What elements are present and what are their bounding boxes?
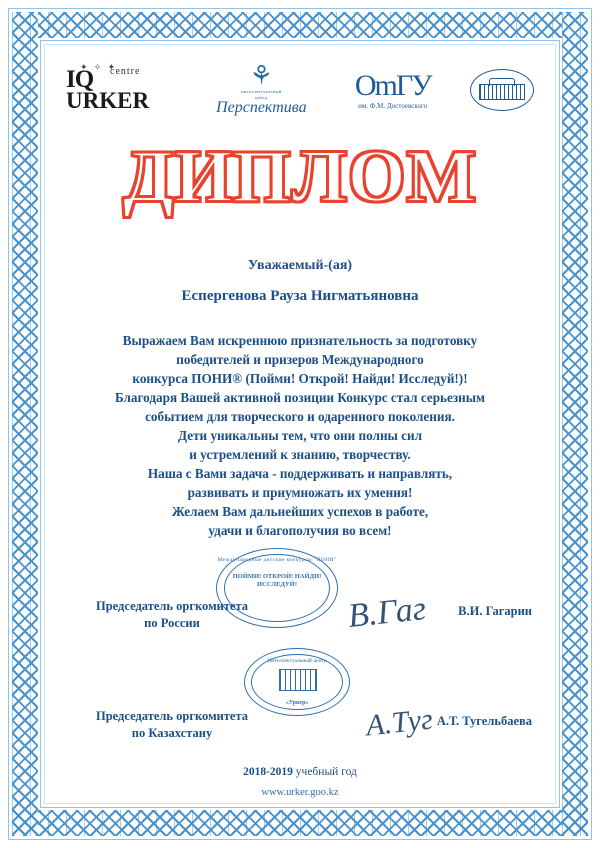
signature-role-kazakhstan-line1: Председатель оргкомитета [95, 709, 249, 723]
signature-name-russia: В.И. Гагарин [458, 604, 532, 618]
body-line: Дети уникальны тем, что они полны сил [177, 428, 422, 443]
academic-year [48, 766, 552, 778]
book-icon [279, 669, 317, 691]
signature-scribble-russia: В.Гаг [346, 590, 428, 635]
body-text [48, 331, 552, 540]
urker-centre-seal [244, 648, 350, 716]
flower-icon: ⚘ [249, 61, 273, 90]
building-icon [470, 69, 534, 111]
poni-contest-seal-inner-text: ПОЙМИ! ОТКРОЙ! НАЙДИ! ИССЛЕДУЙ! [232, 573, 322, 588]
signature-scribble-kazakhstan: А.Туг [364, 702, 435, 743]
body-line: удачи и благополучия во всем! [208, 523, 392, 538]
poni-contest-seal-arc-text: Международные детские конкурсы "ПОНИ" [217, 557, 337, 563]
ornament-band-top [12, 12, 588, 38]
urker-centre-seal-name: «Уркер» [285, 700, 309, 706]
body-line: Наша с Вами задача - поддерживать и направлять, [147, 466, 453, 481]
urker-centre-seal-arc-text: Интеллектуальный центр [267, 658, 327, 664]
body-line: и устремлений к знанию, творчеству. [189, 447, 411, 462]
academic-year-range: 2018-2019 [243, 766, 293, 778]
iq-urker-logo [66, 62, 178, 114]
iq-urker-logo-centre: centre [110, 66, 141, 77]
signature-role-russia-line1: Председатель оргкомитета [95, 599, 249, 613]
signature-role-kazakhstan-line2: по Казахстану [131, 726, 213, 740]
iq-urker-logo-iq: IQ [66, 66, 94, 93]
perspektiva-logo-small-1: интеллектуальный [241, 89, 282, 94]
signature-role-russia [82, 598, 262, 632]
body-line: развивать и приумножать их умения! [187, 485, 413, 500]
body-line: Благодаря Вашей активной позиции Конкурс стал серьезным [114, 390, 486, 405]
omgu-logo-glyph: OmГУ [354, 68, 431, 102]
stars-icon: ✦ ✧ ✦ [80, 62, 118, 72]
signature-role-russia-line2: по России [144, 616, 200, 630]
body-line: победителей и призеров Международного [176, 352, 424, 367]
recipient-name: Еспергенова Рауза Нигматьяновна [181, 288, 419, 304]
ornament-band-right [562, 12, 588, 836]
iq-urker-logo-urker: URKER [66, 88, 150, 113]
body-line: Желаем Вам дальнейших успехов в работе, [171, 504, 429, 519]
perspektiva-logo [207, 63, 315, 117]
page-title: ДИПЛОМ [122, 136, 478, 218]
logo-row [48, 48, 552, 118]
perspektiva-logo-name: Перспектива [216, 99, 307, 116]
academic-year-label: учебный год [295, 766, 357, 778]
signature-block-russia [48, 590, 552, 650]
signature-name-kazakhstan: А.Т. Тугельбаева [436, 714, 532, 728]
perspektiva-logo-small-2: центр [255, 95, 268, 100]
diploma-content [48, 48, 552, 800]
body-line: событием для творческого и одаренного поколения. [145, 409, 455, 424]
salutation-text: Уважаемый-(ая) [247, 258, 353, 273]
ornament-band-bottom [12, 810, 588, 836]
footer-url: www.urker.goo.kz [261, 787, 339, 798]
ornament-band-left [12, 12, 38, 836]
building-seal-logo [470, 69, 534, 111]
body-line: конкурса ПОНИ® (Пойми! Открой! Найди! Исследуй!)! [132, 371, 468, 386]
omgu-logo [345, 68, 441, 110]
signature-role-kazakhstan [82, 708, 262, 742]
body-line: Выражаем Вам искреннюю признательность за подготовку [122, 333, 478, 348]
omgu-logo-subtitle: им. Ф.М. Достоевского [358, 101, 428, 110]
